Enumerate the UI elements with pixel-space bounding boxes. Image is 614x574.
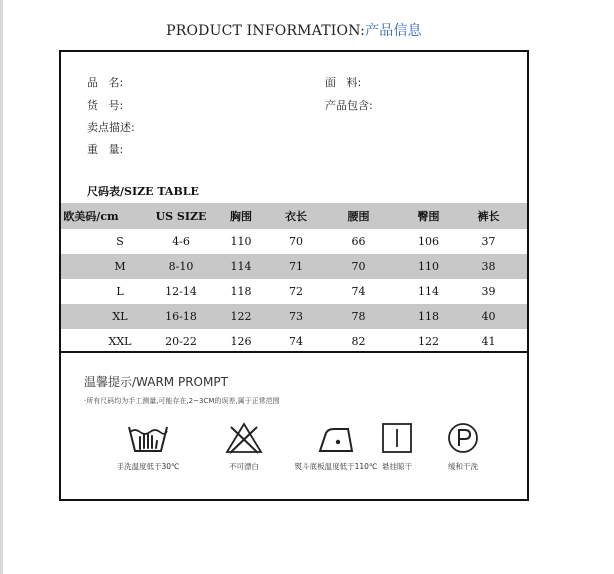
hand-wash-icon — [126, 421, 170, 455]
cell-pants-length: 39 — [481, 285, 496, 298]
cell-pants-length: 37 — [481, 235, 496, 248]
care-label-no-bleach: 不可漂白 — [229, 462, 259, 471]
header-pants-length: 裤长 — [477, 210, 500, 223]
product-name-label: 品 名: — [87, 76, 124, 89]
cell-hip: 122 — [418, 335, 439, 348]
page-title-en: PRODUCT INFORMATION: — [166, 23, 366, 39]
table-row — [61, 254, 527, 279]
fabric-label: 面 料: — [325, 76, 362, 89]
cell-length: 71 — [289, 260, 303, 273]
cell-length: 70 — [289, 235, 303, 248]
care-label-dry-clean: 缓和干洗 — [448, 462, 478, 471]
iron-low-icon — [316, 421, 356, 455]
cell-eu-size: XXL — [108, 335, 132, 348]
cell-us-size: 16-18 — [165, 310, 197, 323]
cell-pants-length: 41 — [481, 335, 496, 348]
package-contents-label: 产品包含: — [325, 99, 373, 112]
cell-eu-size: XL — [112, 310, 128, 323]
cell-length: 74 — [289, 335, 303, 348]
table-row — [61, 229, 527, 254]
cell-hip: 114 — [418, 285, 439, 298]
cell-eu-size: L — [116, 285, 124, 298]
header-hip: 臀围 — [417, 210, 440, 223]
cell-pants-length: 40 — [481, 310, 496, 323]
cell-length: 73 — [289, 310, 303, 323]
care-label-hand-wash: 手洗温度低于30℃ — [116, 462, 180, 471]
cell-hip: 110 — [418, 260, 439, 273]
cell-waist: 66 — [351, 235, 366, 248]
cell-us-size: 8-10 — [168, 260, 194, 273]
cell-chest: 110 — [230, 235, 252, 248]
cell-hip: 118 — [418, 310, 439, 323]
care-label-hang-dry: 悬挂晾干 — [382, 462, 412, 471]
header-us-size: US SIZE — [155, 209, 207, 223]
cell-us-size: 12-14 — [165, 285, 197, 298]
table-row — [61, 304, 527, 329]
page-title — [0, 20, 588, 40]
cell-us-size: 20-22 — [165, 335, 197, 348]
cell-chest: 126 — [230, 335, 252, 348]
header-chest: 胸围 — [230, 210, 252, 223]
section-divider — [61, 351, 527, 353]
cell-hip: 106 — [418, 235, 439, 248]
cell-us-size: 4-6 — [172, 235, 190, 248]
item-number-label: 货 号: — [87, 99, 124, 112]
dry-clean-icon — [446, 421, 480, 455]
page-title-cn: 产品信息 — [365, 23, 422, 39]
size-table-header — [61, 203, 527, 229]
size-table — [61, 203, 527, 354]
cell-chest: 118 — [230, 285, 252, 298]
header-waist: 腰围 — [347, 210, 370, 223]
hang-dry-icon — [380, 421, 414, 455]
cell-chest: 114 — [230, 260, 252, 273]
cell-chest: 122 — [230, 310, 252, 323]
care-item-dry-clean — [423, 421, 503, 472]
cell-length: 72 — [289, 285, 303, 298]
product-info-card — [59, 50, 529, 501]
warm-prompt-title: 温馨提示/WARM PROMPT — [84, 375, 228, 389]
page-left-rule — [0, 0, 3, 574]
cell-pants-length: 38 — [481, 260, 496, 273]
cell-waist: 78 — [351, 310, 366, 323]
weight-label: 重 量: — [87, 143, 124, 156]
header-length: 衣长 — [285, 210, 307, 223]
care-label-iron: 熨斗底板温度低于110℃ — [294, 462, 378, 471]
warm-prompt-note: ·所有尺码均为手工测量,可能存在,2~3CM的误差,属于正常范围 — [84, 397, 280, 405]
size-table-title: 尺码表/SIZE TABLE — [87, 185, 199, 198]
selling-points-label: 卖点描述: — [87, 121, 135, 134]
cell-eu-size: S — [116, 235, 124, 248]
cell-waist: 70 — [351, 260, 366, 273]
cell-waist: 74 — [351, 285, 366, 298]
table-row — [61, 279, 527, 304]
header-eu-size: 欧美码/cm — [63, 210, 119, 223]
cell-waist: 82 — [351, 335, 366, 348]
no-bleach-icon — [224, 421, 264, 455]
cell-eu-size: M — [114, 260, 126, 273]
